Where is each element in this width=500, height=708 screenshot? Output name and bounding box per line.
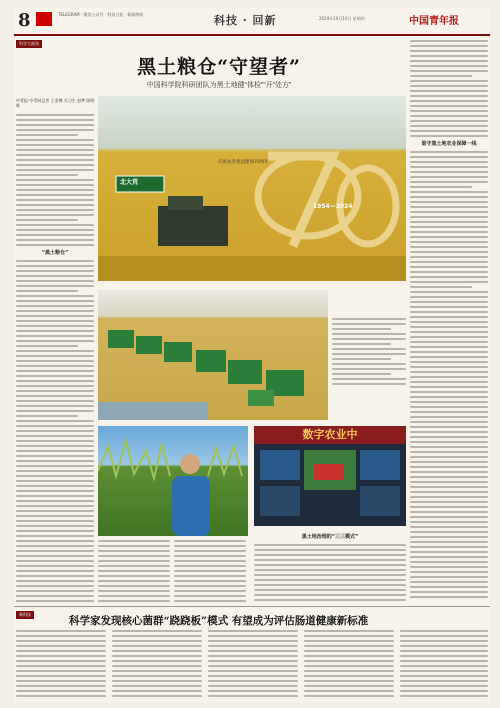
field-banner: 庆祝农垦集团建场70周年 bbox=[218, 160, 269, 165]
bottom-column-1 bbox=[16, 630, 106, 700]
article-subtitle: 黑土地治理的“三三模式” bbox=[301, 534, 359, 540]
newspaper-page bbox=[14, 8, 490, 702]
section-title: 科技 · 回新 bbox=[214, 14, 277, 27]
photo-harvesters bbox=[98, 290, 328, 420]
photo-researcher bbox=[98, 426, 248, 536]
bottom-column-tag: 新科技 bbox=[16, 611, 34, 619]
article-column-mid2 bbox=[174, 540, 246, 604]
page-number: 8 bbox=[18, 10, 31, 31]
bottom-column-5 bbox=[400, 630, 488, 700]
masthead-info: TELEGRAM · 微信公众号 · 科技日报 · 新闻热线 bbox=[58, 12, 144, 17]
screen-title: 数字农业中 bbox=[254, 426, 406, 444]
bottom-headline: 科学家发现核心菌群“跷跷板”模式 有望成为评估肠道健康新标准 bbox=[69, 615, 369, 627]
photo-captions bbox=[332, 318, 406, 418]
page-number-box bbox=[36, 12, 52, 26]
bottom-column-4 bbox=[304, 630, 394, 700]
photo-digital-agriculture bbox=[254, 426, 406, 526]
article-subtitle: “黑土粮仓” bbox=[41, 250, 69, 256]
newspaper-logo: 中国青年报 bbox=[409, 16, 459, 27]
article-column-mid3 bbox=[254, 530, 406, 604]
article-column-left bbox=[16, 114, 94, 604]
article-column-right bbox=[410, 40, 488, 600]
anniversary-years: 1954—2024 bbox=[313, 203, 353, 210]
headline: 黑土粮仓“守望者” bbox=[137, 56, 301, 78]
article-subtitle: 谁守黑土地农业保障一线 bbox=[421, 141, 477, 147]
photo-harvest-70 bbox=[98, 96, 406, 281]
field-sign: 北大荒 bbox=[120, 179, 139, 186]
harvesters-illustration bbox=[98, 290, 328, 420]
masthead bbox=[14, 8, 490, 36]
section-divider bbox=[14, 606, 490, 607]
researcher-illustration bbox=[98, 426, 248, 536]
harvest-illustration bbox=[98, 96, 406, 281]
dashboard-illustration bbox=[254, 444, 406, 526]
issue-date: 2024年10月10日 星期四 bbox=[319, 16, 365, 21]
bottom-column-3 bbox=[208, 630, 298, 700]
column-tag: 科学大视角 bbox=[16, 40, 42, 48]
byline: 中青报·中青网记者 王金博 实习生 赵梦 陈明辉 bbox=[16, 98, 95, 108]
bottom-column-2 bbox=[112, 630, 202, 700]
subheadline: 中国科学院科研团队为黑土地健“体检”“开”处方” bbox=[146, 82, 292, 89]
article-column-mid1 bbox=[98, 540, 170, 604]
